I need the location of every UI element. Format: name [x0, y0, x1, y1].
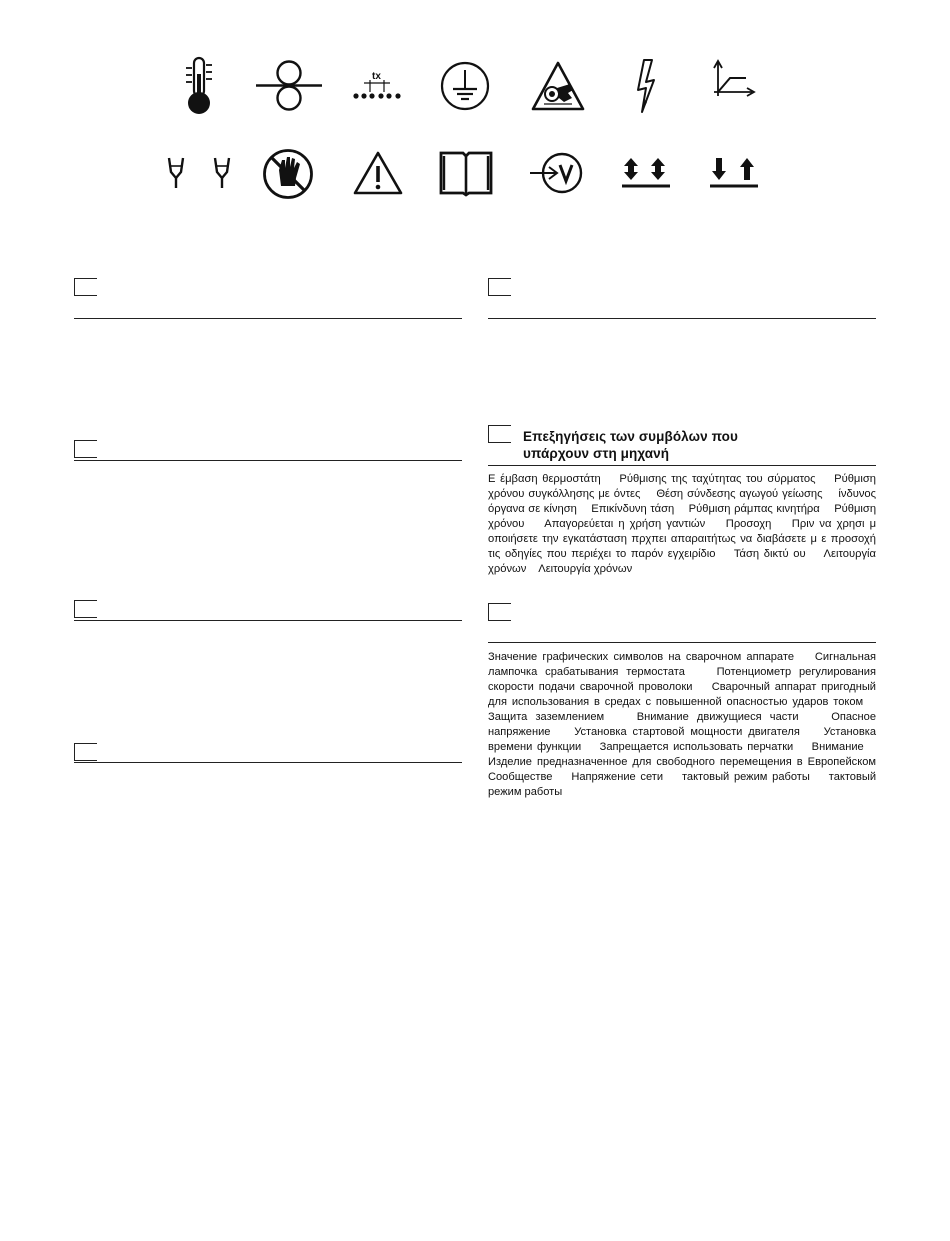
lightning-voltage-icon: [634, 58, 658, 114]
list-item: Значение графических символов на сварочном аппарате: [488, 651, 794, 663]
list-item: Изделие предназначенное для свободного перемещения в Европейском Сообществе: [488, 756, 876, 783]
list-item: Потенциометр регулирования скорости подачи сварочной проволоки: [488, 666, 876, 693]
section-marker-left-4: [74, 743, 97, 761]
four-stroke-arrows-icon: [710, 156, 758, 190]
list-item: тактовый режим работы: [488, 771, 877, 798]
no-gloves-icon: [262, 148, 314, 200]
section-marker-left-2: [74, 440, 97, 458]
list-item: Πριν να χρησι μ οποιήσετε την εγκατάσταση πρχπει απαραιτήτως να διαβάσετε μ ε προσοχή τις οδηγίες που περιέχει το παρόν εγχειρίδιο: [488, 518, 877, 560]
wire-feed-rollers-icon: [256, 60, 322, 112]
list-item: Ρύθμισης της ταχύτητας του σύρματος: [619, 473, 816, 485]
section-rule-left-1: [74, 318, 462, 319]
thermometer-icon: [186, 56, 212, 116]
list-item: Ε έμβαση θερμοστάτη: [488, 473, 601, 485]
russian-symbol-descriptions: [488, 650, 876, 800]
list-item: Λειτουργία χρόνων: [488, 548, 877, 575]
list-item: Внимание: [811, 741, 864, 753]
greek-section-heading: [523, 428, 873, 462]
list-item: Внимание движущиеся части: [636, 711, 799, 723]
list-item: Ρύθμιση χρόνου: [488, 503, 877, 530]
section-marker-left-1: [74, 278, 97, 296]
list-item: Επικίνδυνη τάση: [591, 503, 675, 515]
section-marker-russian: [488, 603, 511, 621]
list-item: Сварочный аппарат пригодный для использования в средах с повышенной опасностью ударов током: [488, 681, 876, 708]
section-marker-right-1: [488, 278, 511, 296]
list-item: Защита заземлением: [488, 711, 605, 723]
section-rule-left-2: [74, 460, 462, 461]
list-item: Προσοχη: [725, 518, 772, 530]
list-item: Напряжение сети: [571, 771, 664, 783]
warning-triangle-icon: [352, 150, 404, 196]
section-rule-greek: [488, 465, 876, 466]
greek-symbol-descriptions: [488, 472, 876, 577]
section-rule-left-4: [74, 762, 462, 763]
mains-voltage-v-icon: [528, 151, 584, 195]
list-item: Установка стартовой мощности двигателя: [574, 726, 800, 738]
greek-heading-line1: Επεξηγήσεις των συμβόλων που: [523, 429, 738, 444]
list-item: ίνδυνος όργανα σε κίνηση: [488, 488, 877, 515]
list-item: тактовый режим работы: [681, 771, 810, 783]
list-item: Сигнальная лампочка срабатывания термостата: [488, 651, 877, 678]
list-item: Απαγορεύεται η χρήση γαντιών: [544, 518, 706, 530]
welding-torch-pair-icon: [166, 154, 236, 190]
list-item: Ρύθμιση ράμπας κινητήρα: [688, 503, 820, 515]
list-item: Θέση σύνδεσης αγωγού γείωσης: [656, 488, 823, 500]
list-item: Λειτουργία χρόνων: [538, 563, 633, 575]
section-rule-russian: [488, 642, 876, 643]
moving-parts-hazard-icon: [530, 60, 586, 112]
earth-ground-icon: [440, 61, 490, 111]
section-marker-left-3: [74, 600, 97, 618]
list-item: Запрещается использовать перчатки: [599, 741, 794, 753]
list-item: Установка времени функции: [488, 726, 877, 753]
two-stroke-arrows-icon: [622, 156, 670, 190]
spot-time-tx-icon: [352, 70, 404, 102]
open-book-manual-icon: [438, 150, 494, 196]
section-marker-greek: [488, 425, 511, 443]
svg-text:tx: tx: [372, 71, 381, 82]
section-rule-right-1: [488, 318, 876, 319]
ramp-curve-icon: [712, 60, 756, 100]
list-item: Опасное напряжение: [488, 711, 877, 738]
greek-heading-line2: υπάρχουν στη μηχανή: [523, 446, 670, 461]
list-item: Τάση δικτύ ου: [733, 548, 806, 560]
section-rule-left-3: [74, 620, 462, 621]
list-item: Ρύθμιση χρόνου συγκόλλησης με όντες: [488, 473, 876, 500]
